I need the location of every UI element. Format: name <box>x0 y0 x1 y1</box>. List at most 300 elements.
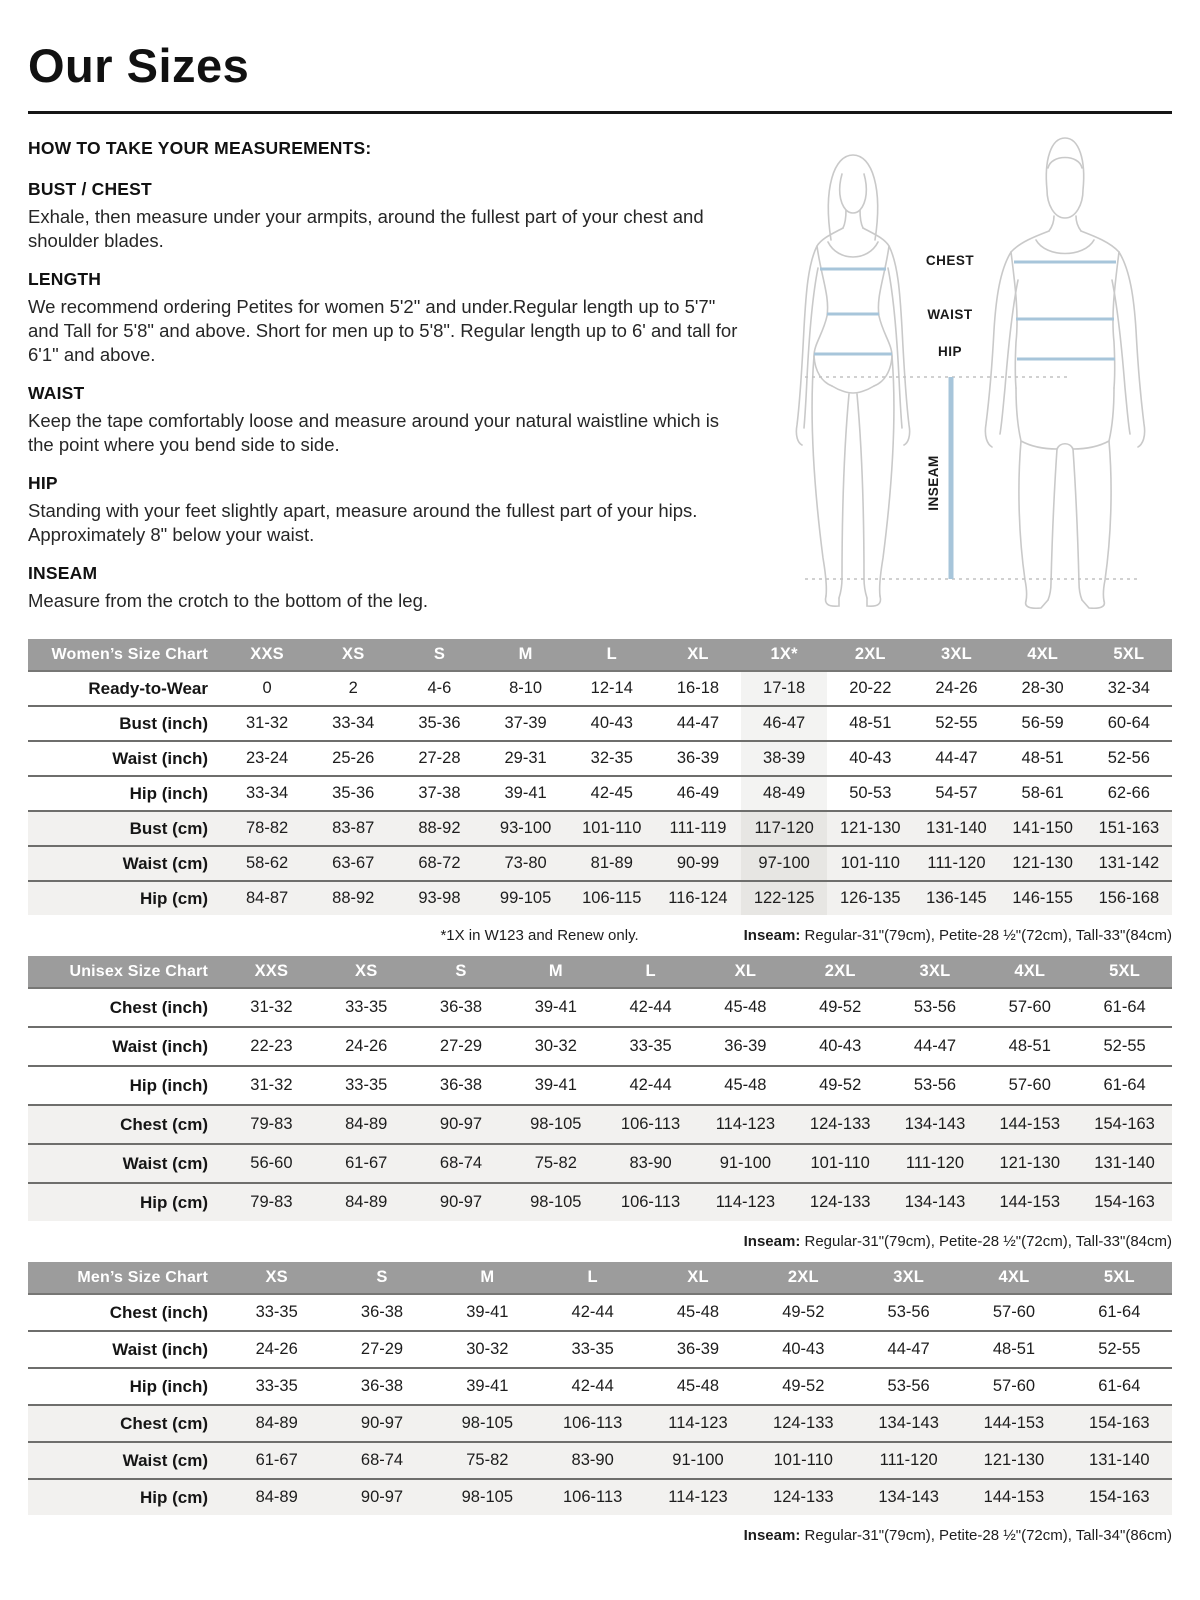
size-value-cell: 39-41 <box>466 1377 509 1396</box>
size-value-cell: 37-38 <box>418 784 461 803</box>
size-value-cell: 53-56 <box>887 1377 930 1396</box>
size-value-cell: 52-56 <box>1107 749 1150 768</box>
size-value-cell: 117-120 <box>741 811 827 846</box>
size-value-cell: 144-153 <box>999 1115 1061 1134</box>
size-column-header: L <box>569 639 655 671</box>
size-value-cell: 17-18 <box>741 671 827 706</box>
size-column-header: XL <box>698 956 793 988</box>
page-title: Our Sizes <box>28 39 250 92</box>
table-row <box>28 1183 1172 1221</box>
size-value-cell: 154-163 <box>1094 1115 1155 1134</box>
size-value-cell: 29-31 <box>504 749 547 768</box>
size-column-header: XXS <box>224 956 319 988</box>
row-label: Hip (cm) <box>140 888 208 908</box>
size-value-cell: 131-140 <box>1089 1451 1150 1470</box>
size-value-cell: 31-32 <box>245 714 289 733</box>
size-value-cell: 111-120 <box>905 1154 965 1173</box>
section-title: WAIST <box>28 383 85 404</box>
size-value-cell: 42-44 <box>571 1377 614 1396</box>
size-value-cell: 111-119 <box>669 819 727 838</box>
size-value-cell: 33-35 <box>345 1076 388 1095</box>
size-value-cell: 84-89 <box>345 1115 388 1134</box>
size-value-cell: 48-51 <box>992 1340 1036 1359</box>
size-value-cell: 134-143 <box>878 1488 939 1507</box>
size-value-cell: 134-143 <box>904 1193 966 1212</box>
table-row <box>28 671 1172 706</box>
size-value-cell: 42-44 <box>629 1076 672 1095</box>
size-value-cell: 124-133 <box>773 1414 834 1433</box>
size-value-cell: 106-113 <box>620 1193 681 1212</box>
hip-label: HIP <box>937 344 963 359</box>
row-label: Waist (inch) <box>112 1339 208 1359</box>
size-value-cell: 8-10 <box>509 679 543 698</box>
size-value-cell: 36-38 <box>439 998 483 1017</box>
row-label: Waist (cm) <box>122 853 208 873</box>
table-row <box>28 1066 1172 1105</box>
size-column-header: 3XL <box>856 1262 961 1294</box>
size-value-cell: 58-61 <box>1021 784 1064 803</box>
size-column-header: XL <box>655 639 741 671</box>
size-value-cell: 42-45 <box>590 784 633 803</box>
size-value-cell: 154-163 <box>1089 1488 1150 1507</box>
section-title: INSEAM <box>28 563 98 584</box>
size-value-cell: 151-163 <box>1098 819 1160 838</box>
size-value-cell: 84-87 <box>245 889 289 908</box>
size-value-cell: 49-52 <box>819 1076 862 1095</box>
row-label: Chest (cm) <box>120 1114 208 1134</box>
inseam-label: INSEAM <box>926 455 941 511</box>
size-value-cell: 57-60 <box>1008 998 1051 1017</box>
size-value-cell: 12-14 <box>590 679 633 698</box>
size-value-cell: 52-55 <box>935 714 978 733</box>
table-row <box>28 776 1172 811</box>
size-value-cell: 33-34 <box>332 714 375 733</box>
size-value-cell: 141-150 <box>1012 819 1073 838</box>
how-to-heading: HOW TO TAKE YOUR MEASUREMENTS: <box>28 138 372 158</box>
size-value-cell: 53-56 <box>913 1076 957 1095</box>
size-value-cell: 131-140 <box>1094 1154 1155 1173</box>
size-column-header: XL <box>645 1262 750 1294</box>
size-column-header: 2XL <box>751 1262 856 1294</box>
size-value-cell: 88-92 <box>418 819 461 838</box>
size-value-cell: 101-110 <box>840 854 900 873</box>
woman-figure <box>796 155 909 606</box>
size-value-cell: 79-83 <box>250 1193 293 1212</box>
size-value-cell: 101-110 <box>773 1451 833 1470</box>
size-value-cell: 90-97 <box>439 1193 483 1212</box>
size-value-cell: 57-60 <box>992 1377 1036 1396</box>
size-header-row <box>28 639 1172 671</box>
size-value-cell: 122-125 <box>741 881 827 915</box>
size-value-cell: 48-51 <box>1021 749 1064 768</box>
section-title: BUST / CHEST <box>28 179 152 199</box>
size-value-cell: 20-22 <box>849 679 892 698</box>
size-value-cell: 124-133 <box>809 1115 871 1134</box>
size-value-cell: 0 <box>262 679 272 698</box>
size-value-cell: 68-74 <box>360 1451 404 1470</box>
size-value-cell: 45-48 <box>724 998 767 1017</box>
size-value-cell: 37-39 <box>504 714 547 733</box>
size-value-cell: 83-87 <box>332 819 375 838</box>
size-value-cell: 36-38 <box>360 1303 404 1322</box>
size-value-cell: 33-34 <box>245 784 289 803</box>
size-column-header: 5XL <box>1086 639 1172 671</box>
size-value-cell: 4-6 <box>427 679 452 698</box>
size-value-cell: 90-97 <box>360 1488 404 1507</box>
size-value-cell: 27-29 <box>360 1340 404 1359</box>
table-title: Men’s Size Chart <box>28 1262 224 1294</box>
size-column-header: 2XL <box>793 956 888 988</box>
size-value-cell: 106-115 <box>582 889 642 908</box>
size-value-cell: 49-52 <box>819 998 862 1017</box>
size-column-header: S <box>396 639 482 671</box>
inseam-note-label: Inseam: <box>743 927 801 945</box>
table-row <box>28 1144 1172 1183</box>
size-value-cell: 121-130 <box>1012 854 1073 873</box>
size-value-cell: 144-153 <box>999 1193 1061 1212</box>
size-value-cell: 98-105 <box>461 1414 514 1433</box>
size-value-cell: 60-64 <box>1107 714 1150 733</box>
row-label: Chest (inch) <box>109 1302 208 1322</box>
row-label: Hip (cm) <box>140 1487 208 1507</box>
size-value-cell: 45-48 <box>724 1076 767 1095</box>
size-value-cell: 42-44 <box>571 1303 614 1322</box>
mens-size-chart <box>28 1262 1172 1515</box>
row-label: Hip (inch) <box>129 1075 208 1095</box>
size-value-cell: 28-30 <box>1021 679 1064 698</box>
size-value-cell: 39-41 <box>466 1303 509 1322</box>
size-value-cell: 111-120 <box>927 854 986 873</box>
size-value-cell: 48-49 <box>741 776 827 811</box>
size-value-cell: 48-51 <box>1008 1037 1051 1056</box>
section-body: Standing with your feet slightly apart, measure around the fullest part of your hips. Approximately 8" below your waist. <box>28 500 698 546</box>
instruction-inseam <box>28 563 748 613</box>
size-value-cell: 49-52 <box>782 1303 825 1322</box>
size-value-cell: 32-35 <box>590 749 633 768</box>
size-column-header: 5XL <box>1067 1262 1172 1294</box>
size-value-cell: 36-38 <box>360 1377 404 1396</box>
section-body: Keep the tape comfortably loose and measure around your natural waistline which is the point where you bend side to side. <box>28 410 720 456</box>
size-value-cell: 79-83 <box>250 1115 293 1134</box>
section-title: HIP <box>28 473 58 494</box>
womens-size-chart <box>28 639 1172 915</box>
inseam-note <box>744 1527 1172 1544</box>
row-label: Hip (cm) <box>140 1192 208 1212</box>
size-value-cell: 154-163 <box>1094 1193 1155 1212</box>
size-value-cell: 54-57 <box>935 784 978 803</box>
waist-label: WAIST <box>927 307 973 322</box>
size-value-cell: 68-72 <box>418 854 461 873</box>
size-value-cell: 48-51 <box>849 714 892 733</box>
size-value-cell: 52-55 <box>1103 1037 1146 1056</box>
size-column-header: 3XL <box>913 639 999 671</box>
size-value-cell: 121-130 <box>840 819 901 838</box>
size-value-cell: 27-29 <box>439 1037 483 1056</box>
size-column-header: 4XL <box>1000 639 1086 671</box>
size-value-cell: 56-60 <box>250 1154 293 1173</box>
row-label: Ready-to-Wear <box>88 678 208 698</box>
table-row <box>28 1027 1172 1066</box>
size-value-cell: 124-133 <box>773 1488 834 1507</box>
size-value-cell: 83-90 <box>571 1451 614 1470</box>
size-value-cell: 136-145 <box>926 889 987 908</box>
size-column-header: L <box>603 956 698 988</box>
mens-chart-footnotes <box>28 1527 1172 1544</box>
size-column-header: 2XL <box>827 639 913 671</box>
size-value-cell: 44-47 <box>935 749 978 768</box>
instruction-length <box>28 269 748 367</box>
table-row <box>28 881 1172 915</box>
size-value-cell: 44-47 <box>676 714 720 733</box>
inseam-note <box>744 1233 1172 1250</box>
size-value-cell: 32-34 <box>1107 679 1150 698</box>
size-header-row <box>28 1262 1172 1294</box>
size-value-cell: 27-28 <box>418 749 461 768</box>
size-value-cell: 57-60 <box>992 1303 1036 1322</box>
size-value-cell: 46-47 <box>741 706 827 741</box>
table-row <box>28 1368 1172 1405</box>
size-value-cell: 36-39 <box>676 1340 720 1359</box>
size-value-cell: 35-36 <box>418 714 461 733</box>
size-value-cell: 121-130 <box>999 1154 1061 1173</box>
size-value-cell: 16-18 <box>676 679 720 698</box>
instruction-hip <box>28 473 748 547</box>
size-value-cell: 36-39 <box>724 1037 767 1056</box>
size-column-header: XS <box>310 639 396 671</box>
row-label: Chest (cm) <box>120 1413 208 1433</box>
table-row <box>28 811 1172 846</box>
instruction-waist <box>28 383 748 457</box>
size-value-cell: 63-67 <box>332 854 375 873</box>
size-value-cell: 144-153 <box>983 1414 1045 1433</box>
row-label: Waist (cm) <box>122 1153 208 1173</box>
1x-footnote: *1X in W123 and Renew only. <box>440 927 639 945</box>
size-value-cell: 40-43 <box>590 714 633 733</box>
table-row <box>28 988 1172 1027</box>
size-value-cell: 131-142 <box>1098 854 1160 873</box>
size-value-cell: 106-113 <box>562 1488 623 1507</box>
size-value-cell: 31-32 <box>250 998 293 1017</box>
table-row <box>28 1442 1172 1479</box>
size-value-cell: 38-39 <box>741 741 827 776</box>
size-value-cell: 33-35 <box>255 1377 298 1396</box>
size-value-cell: 134-143 <box>878 1414 939 1433</box>
size-value-cell: 84-89 <box>255 1488 298 1507</box>
size-value-cell: 68-74 <box>439 1154 483 1173</box>
size-value-cell: 57-60 <box>1008 1076 1051 1095</box>
size-value-cell: 24-26 <box>935 679 978 698</box>
figure-illustration <box>748 128 1172 611</box>
table-row <box>28 1331 1172 1368</box>
size-column-header: M <box>435 1262 540 1294</box>
size-column-header: XS <box>224 1262 329 1294</box>
row-label: Waist (inch) <box>112 1036 208 1056</box>
size-value-cell: 40-43 <box>819 1037 862 1056</box>
size-value-cell: 22-23 <box>250 1037 293 1056</box>
size-value-cell: 61-64 <box>1103 998 1146 1017</box>
size-value-cell: 45-48 <box>676 1377 720 1396</box>
size-value-cell: 24-26 <box>255 1340 298 1359</box>
size-column-header: XXS <box>224 639 310 671</box>
table-row <box>28 1479 1172 1515</box>
size-value-cell: 101-110 <box>810 1154 870 1173</box>
instruction-bust-chest <box>28 179 748 253</box>
size-column-header: L <box>540 1262 645 1294</box>
measurement-instructions <box>28 138 748 629</box>
size-value-cell: 101-110 <box>582 819 642 838</box>
table-row <box>28 741 1172 776</box>
size-value-cell: 90-99 <box>676 854 720 873</box>
size-value-cell: 146-155 <box>1012 889 1073 908</box>
size-value-cell: 154-163 <box>1089 1414 1150 1433</box>
size-value-cell: 84-89 <box>255 1414 298 1433</box>
section-body: Exhale, then measure under your armpits, around the fullest part of your chest and shoulder blades. <box>28 206 704 252</box>
size-column-header: 1X* <box>741 639 827 671</box>
inseam-note-text: Regular-31"(79cm), Petite-28 ½"(72cm), Tall-33"(84cm) <box>800 1233 1172 1251</box>
size-value-cell: 61-64 <box>1103 1076 1146 1095</box>
table-title: Unisex Size Chart <box>28 956 224 988</box>
size-value-cell: 44-47 <box>887 1340 930 1359</box>
size-value-cell: 61-64 <box>1098 1303 1141 1322</box>
size-value-cell: 114-123 <box>715 1115 776 1134</box>
table-row <box>28 1294 1172 1331</box>
inseam-note-text: Regular-31"(79cm), Petite-28 ½"(72cm), Tall-34"(86cm) <box>800 1527 1172 1545</box>
size-value-cell: 45-48 <box>676 1303 720 1322</box>
table-row <box>28 1405 1172 1442</box>
row-label: Chest (inch) <box>109 997 208 1017</box>
size-value-cell: 81-89 <box>590 854 633 873</box>
size-column-header: 3XL <box>888 956 983 988</box>
chest-label: CHEST <box>925 253 975 268</box>
size-value-cell: 99-105 <box>499 889 552 908</box>
size-value-cell: 56-59 <box>1021 714 1064 733</box>
size-value-cell: 36-39 <box>676 749 720 768</box>
size-value-cell: 144-153 <box>983 1488 1045 1507</box>
size-value-cell: 98-105 <box>530 1115 582 1134</box>
size-value-cell: 30-32 <box>466 1340 509 1359</box>
size-value-cell: 97-100 <box>741 846 827 881</box>
table-row <box>28 846 1172 881</box>
size-value-cell: 93-98 <box>418 889 461 908</box>
size-value-cell: 91-100 <box>719 1154 772 1173</box>
size-value-cell: 83-90 <box>629 1154 672 1173</box>
size-value-cell: 24-26 <box>345 1037 388 1056</box>
size-value-cell: 2 <box>348 679 358 698</box>
size-value-cell: 93-100 <box>499 819 552 838</box>
size-value-cell: 46-49 <box>676 784 720 803</box>
size-value-cell: 58-62 <box>245 854 289 873</box>
size-value-cell: 126-135 <box>840 889 901 908</box>
intro-section <box>28 138 1172 629</box>
size-value-cell: 42-44 <box>629 998 672 1017</box>
table-row <box>28 706 1172 741</box>
size-value-cell: 40-43 <box>849 749 892 768</box>
size-value-cell: 131-140 <box>926 819 987 838</box>
size-value-cell: 33-35 <box>629 1037 672 1056</box>
inseam-note-label: Inseam: <box>743 1527 801 1545</box>
size-value-cell: 50-53 <box>849 784 892 803</box>
section-title: LENGTH <box>28 269 102 290</box>
inseam-guides <box>805 377 1141 579</box>
size-column-header: 4XL <box>961 1262 1066 1294</box>
size-value-cell: 88-92 <box>332 889 375 908</box>
size-value-cell: 84-89 <box>345 1193 388 1212</box>
size-value-cell: 73-80 <box>504 854 547 873</box>
size-value-cell: 33-35 <box>255 1303 298 1322</box>
size-value-cell: 156-168 <box>1098 889 1160 908</box>
size-column-header: 5XL <box>1077 956 1172 988</box>
size-value-cell: 78-82 <box>245 819 289 838</box>
womens-chart-footnotes <box>28 927 1172 944</box>
inseam-note-text: Regular-31"(79cm), Petite-28 ½"(72cm), Tall-33"(84cm) <box>800 927 1172 945</box>
size-value-cell: 124-133 <box>809 1193 871 1212</box>
title-divider <box>28 111 1172 114</box>
size-value-cell: 61-64 <box>1098 1377 1141 1396</box>
size-value-cell: 25-26 <box>332 749 375 768</box>
size-value-cell: 53-56 <box>913 998 957 1017</box>
size-value-cell: 53-56 <box>887 1303 930 1322</box>
size-value-cell: 31-32 <box>250 1076 293 1095</box>
size-value-cell: 75-82 <box>466 1451 509 1470</box>
size-value-cell: 75-82 <box>534 1154 577 1173</box>
size-column-header: M <box>483 639 569 671</box>
size-value-cell: 44-47 <box>913 1037 957 1056</box>
size-value-cell: 62-66 <box>1107 784 1150 803</box>
size-value-cell: 39-41 <box>534 998 577 1017</box>
unisex-chart-footnotes <box>28 1233 1172 1250</box>
size-value-cell: 91-100 <box>672 1451 724 1470</box>
size-value-cell: 40-43 <box>782 1340 825 1359</box>
size-value-cell: 61-67 <box>345 1154 388 1173</box>
size-value-cell: 116-124 <box>668 889 728 908</box>
size-value-cell: 90-97 <box>360 1414 404 1433</box>
size-value-cell: 114-123 <box>715 1193 776 1212</box>
size-header-row <box>28 956 1172 988</box>
size-value-cell: 49-52 <box>782 1377 825 1396</box>
size-value-cell: 30-32 <box>534 1037 577 1056</box>
size-value-cell: 23-24 <box>245 749 289 768</box>
size-value-cell: 36-38 <box>439 1076 483 1095</box>
size-value-cell: 98-105 <box>530 1193 582 1212</box>
size-value-cell: 121-130 <box>983 1451 1045 1470</box>
size-column-header: M <box>508 956 603 988</box>
row-label: Hip (inch) <box>129 1376 208 1396</box>
size-column-header: 4XL <box>982 956 1077 988</box>
row-label: Hip (inch) <box>129 783 208 803</box>
size-value-cell: 33-35 <box>571 1340 614 1359</box>
unisex-size-chart <box>28 956 1172 1221</box>
size-value-cell: 114-123 <box>668 1414 728 1433</box>
row-label: Bust (cm) <box>129 818 208 838</box>
size-value-cell: 111-120 <box>879 1451 938 1470</box>
table-row <box>28 1105 1172 1144</box>
size-value-cell: 98-105 <box>461 1488 514 1507</box>
size-column-header: XS <box>319 956 414 988</box>
size-value-cell: 90-97 <box>439 1115 483 1134</box>
inseam-note-label: Inseam: <box>743 1233 801 1251</box>
size-value-cell: 106-113 <box>620 1115 681 1134</box>
size-column-header: S <box>414 956 509 988</box>
row-label: Waist (inch) <box>112 748 208 768</box>
size-value-cell: 33-35 <box>345 998 388 1017</box>
inseam-note <box>744 927 1172 944</box>
row-label: Bust (inch) <box>119 713 208 733</box>
table-title: Women’s Size Chart <box>28 639 224 671</box>
size-column-header: S <box>329 1262 434 1294</box>
size-value-cell: 52-55 <box>1098 1340 1141 1359</box>
size-value-cell: 39-41 <box>534 1076 577 1095</box>
body-measurement-diagram <box>748 128 1172 629</box>
